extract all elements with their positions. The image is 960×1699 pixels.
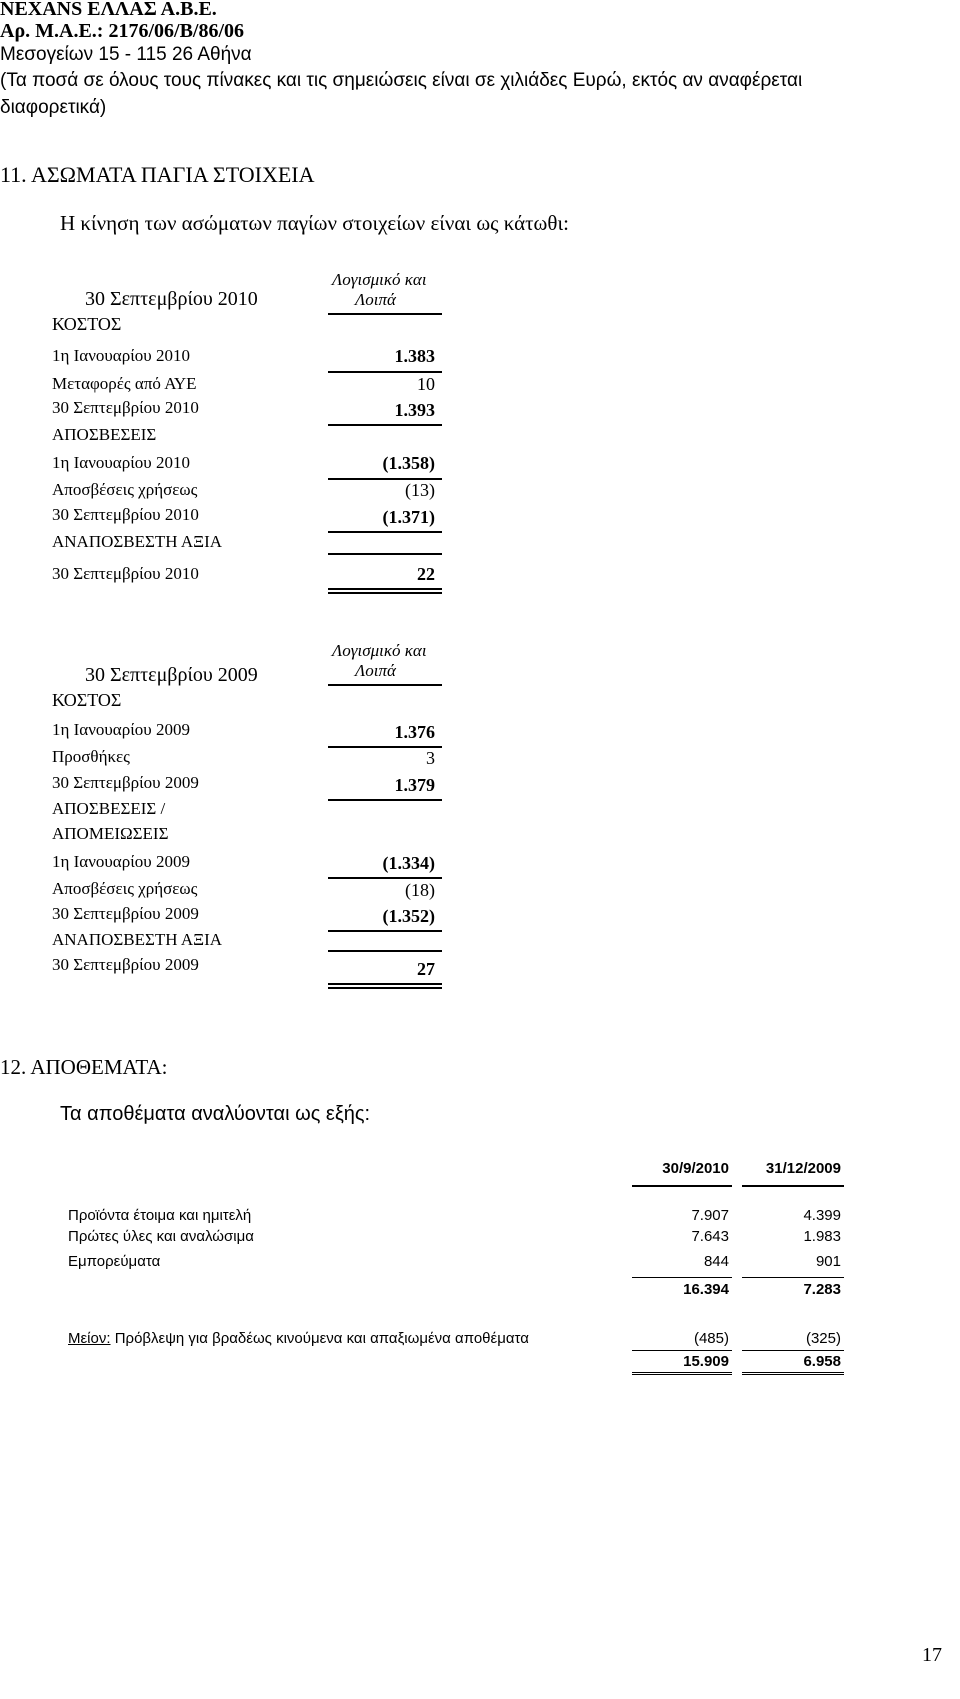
- nbv-label-2010: ΑΝΑΠΟΣΒΕΣΤΗ ΑΞΙΑ: [52, 532, 223, 551]
- subtotal-value: 7.283: [803, 1281, 841, 1298]
- row-value: (1.371): [382, 507, 435, 527]
- section-12-intro: Τα αποθέματα αναλύονται ως εξής:: [60, 1103, 371, 1125]
- row-value: 1.376: [394, 722, 435, 742]
- row-label: Προϊόντα έτοιμα και ημιτελή: [68, 1207, 252, 1224]
- total-value: 6.958: [803, 1353, 841, 1370]
- header-underline: [328, 313, 442, 315]
- row-underline: [328, 930, 442, 932]
- double-underline: [328, 588, 442, 594]
- row-underline: [328, 877, 442, 879]
- less-row-label: [68, 1330, 529, 1347]
- double-underline: [742, 1372, 844, 1375]
- header-underline: [328, 684, 442, 686]
- section-11-title: 11. ΑΣΩΜΑΤΑ ΠΑΓΙΑ ΣΤΟΙΧΕΙΑ: [0, 162, 315, 187]
- cost-label-2009: ΚΟΣΤΟΣ: [52, 690, 122, 710]
- page-number: 17: [922, 1644, 942, 1666]
- subtotal-value: 16.394: [683, 1281, 729, 1298]
- company-name: ΝΕΧΑΝS ΕΛΛΑΣ Α.Β.Ε.: [0, 0, 217, 20]
- row-label: Εμπορεύματα: [68, 1253, 161, 1270]
- subtotal-overline: [742, 1277, 844, 1278]
- row-value: (1.334): [382, 853, 435, 873]
- row-value: 3: [426, 748, 435, 768]
- row-value: 1.383: [394, 346, 435, 366]
- row-value: (1.358): [382, 453, 435, 473]
- col-header-other-2009: Λοιπά: [355, 661, 396, 680]
- row-underline: [328, 371, 442, 373]
- row-label: Αποσβέσεις χρήσεως: [52, 879, 198, 898]
- double-underline: [328, 983, 442, 989]
- row-label: 1η Ιανουαρίου 2010: [52, 453, 190, 472]
- company-address: Μεσογείων 15 - 115 26 Αθήνα: [0, 44, 252, 65]
- row-label: 30 Σεπτεμβρίου 2009: [52, 904, 199, 923]
- row-value: 844: [703, 1253, 729, 1270]
- less-label: Πρόβλεψη για βραδέως κινούμενα και απαξιωμένα αποθέματα: [110, 1330, 529, 1347]
- row-value: 7.643: [691, 1228, 729, 1245]
- nbv-label-2009: ΑΝΑΠΟΣΒΕΣΤΗ ΑΞΙΑ: [52, 930, 223, 949]
- header-underline: [742, 1185, 844, 1187]
- registry-number: Αρ. Μ.Α.Ε.: 2176/06/Β/86/06: [0, 20, 245, 42]
- depr-label-2009-line1: ΑΠΟΣΒΕΣΕΙΣ /: [52, 799, 166, 818]
- nbv-overline: [328, 950, 442, 952]
- less-prefix: Μείον:: [68, 1330, 111, 1347]
- row-value: 4.399: [803, 1207, 841, 1224]
- table-date-header-2009: 30 Σεπτεμβρίου 2009: [85, 664, 258, 686]
- nbv-overline: [328, 553, 442, 555]
- row-label: 1η Ιανουαρίου 2009: [52, 720, 190, 739]
- total-overline: [742, 1350, 844, 1351]
- row-underline: [328, 799, 442, 801]
- col-header-2010: 30/9/2010: [662, 1160, 729, 1177]
- row-value: 1.983: [803, 1228, 841, 1245]
- col-header-software-2009: Λογισμικό και: [332, 641, 427, 660]
- section-12-title: 12. ΑΠΟΘΕΜΑΤΑ:: [0, 1055, 168, 1079]
- subtotal-overline: [632, 1277, 732, 1278]
- cost-label-2010: ΚΟΣΤΟΣ: [52, 314, 122, 334]
- row-value: 901: [815, 1253, 841, 1270]
- nbv-value-2010: 22: [417, 564, 435, 584]
- col-header-2009: 31/12/2009: [765, 1160, 841, 1177]
- row-value: (13): [405, 480, 435, 500]
- col-header-software-2010: Λογισμικό και: [332, 270, 427, 289]
- row-label: Αποσβέσεις χρήσεως: [52, 480, 198, 499]
- row-value: 7.907: [691, 1207, 729, 1224]
- less-value: (325): [805, 1330, 841, 1347]
- row-value: 10: [417, 374, 435, 394]
- row-underline: [328, 531, 442, 533]
- row-label: Μεταφορές από ΑΥΕ: [52, 374, 197, 393]
- row-label: 30 Σεπτεμβρίου 2010: [52, 564, 199, 583]
- depr-label-2009-line2: ΑΠΟΜΕΙΩΣΕΙΣ: [52, 824, 169, 843]
- row-underline: [328, 424, 442, 426]
- row-label: 30 Σεπτεμβρίου 2009: [52, 773, 199, 792]
- row-value: 1.393: [394, 400, 435, 420]
- row-value: (1.352): [382, 906, 435, 926]
- less-value: (485): [693, 1330, 729, 1347]
- section-11-intro: Η κίνηση των ασώματων παγίων στοιχείων είναι ως κάτωθι:: [60, 211, 569, 235]
- nbv-value-2009: 27: [417, 959, 435, 979]
- depr-label-2010: ΑΠΟΣΒΕΣΕΙΣ: [52, 425, 157, 444]
- row-label: 30 Σεπτεμβρίου 2010: [52, 505, 199, 524]
- total-overline: [632, 1350, 732, 1351]
- row-value: 1.379: [394, 775, 435, 795]
- col-header-other-2010: Λοιπά: [355, 290, 396, 309]
- amounts-note-line1: (Τα ποσά σε όλους τους πίνακες και τις σημειώσεις είναι σε χιλιάδες Ευρώ, εκτός αν αναφέρεται: [0, 70, 803, 91]
- row-value: (18): [405, 880, 435, 900]
- header-underline: [632, 1185, 732, 1187]
- row-label: 1η Ιανουαρίου 2009: [52, 852, 190, 871]
- table-date-header-2010: 30 Σεπτεμβρίου 2010: [85, 288, 258, 310]
- row-label: 30 Σεπτεμβρίου 2010: [52, 398, 199, 417]
- row-label: 1η Ιανουαρίου 2010: [52, 346, 190, 365]
- total-value: 15.909: [683, 1353, 729, 1370]
- double-underline: [632, 1372, 732, 1375]
- row-label: Προσθήκες: [52, 747, 130, 766]
- row-label: 30 Σεπτεμβρίου 2009: [52, 955, 199, 974]
- amounts-note-line2: διαφορετικά): [0, 97, 107, 118]
- row-label: Πρώτες ύλες και αναλώσιμα: [68, 1228, 254, 1245]
